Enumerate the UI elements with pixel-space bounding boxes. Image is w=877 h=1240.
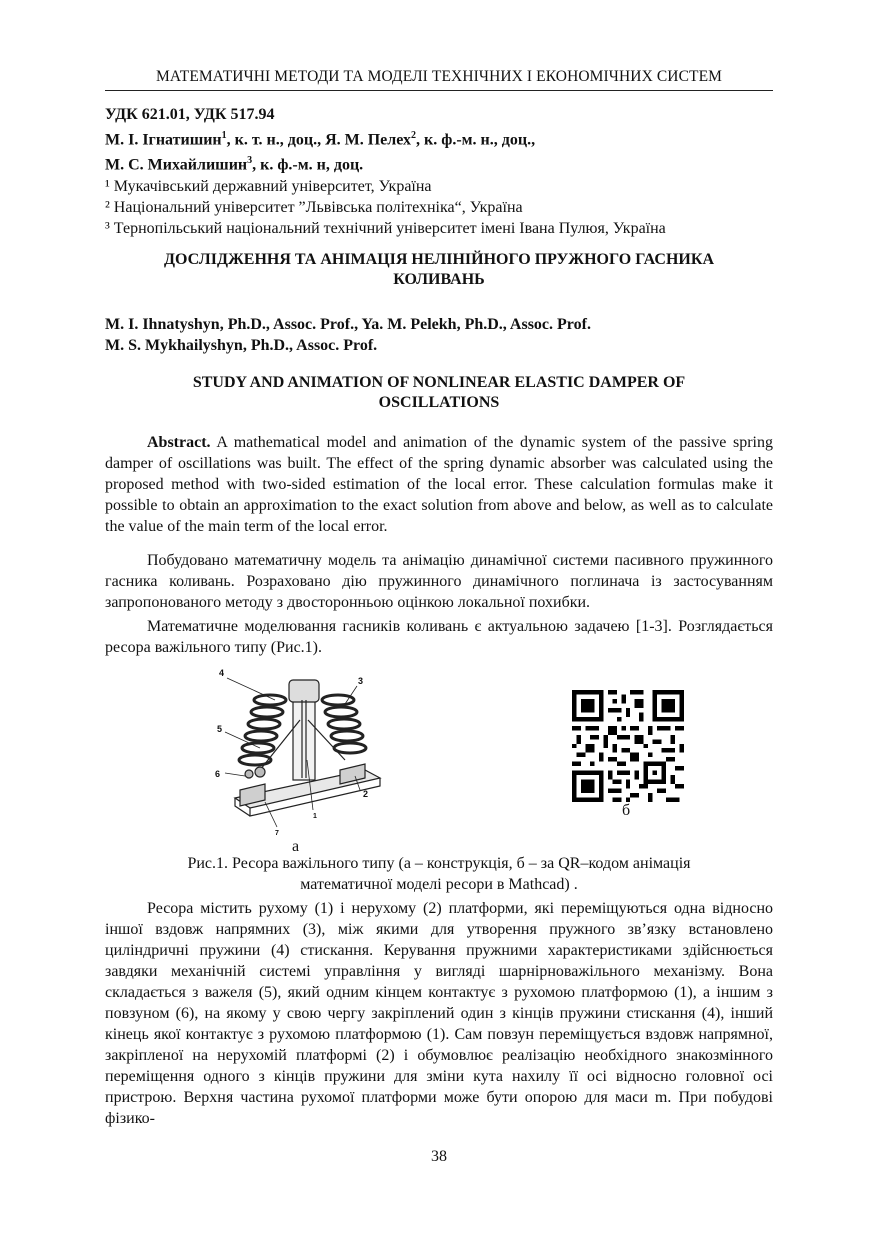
fig-number-4: 4 bbox=[219, 668, 225, 678]
figure-label-a: а bbox=[292, 838, 300, 855]
spring-mechanism-figure bbox=[205, 660, 395, 840]
paragraph-3: Ресора містить рухому (1) і нерухому (2) платформи, які переміщуються одна відносно іншої вздовж напрямних (3), між якими для утворення пружного зв’язку встановлено циліндричні пружини (4) стискання. Керування пружними характеристиками здійснюється завдяки механічній системі управління у вигляді шарнірноважільного механізму. Вона складається з важеля (5), який одним кінцем контактує з рухомою платформою (1), а іншим з повзуном (6), на якому у свою чергу закріплений один з кінців пружини стискання (4), інший кінець якої контактує з рухомою платформою (1). Сам повзун переміщується вздовж напрямної, закріпленої на нерухомій платформі (2) і обумовлює реалізацію необхідного знакозмінного переміщення одного з кінців пружини для зміни кута нахилу її осі відносно головної осі пристрою. Верхня частина рухомої платформи може бути опорою для маси m. При побудові фізико- bbox=[105, 900, 773, 1127]
udc: УДК 621.01, УДК 517.94 bbox=[105, 106, 275, 123]
affiliation-1: ¹ Мукачівський державний університет, Україна bbox=[105, 177, 432, 195]
paragraph-1: Побудовано математичну модель та анімацію динамічної системи пасивного пружинного гасника коливань. Розраховано дію пружинного динамічного поглинача із застосуванням запропонованого методу з двосторонньою оцінкою локальної похибки. bbox=[105, 552, 773, 611]
fig-number-2: 2 bbox=[363, 789, 369, 799]
fig-number-5: 5 bbox=[217, 724, 223, 734]
fig-number-3: 3 bbox=[358, 676, 364, 686]
affiliation-2: ² Національний університет ”Львівська політехніка“, Україна bbox=[105, 198, 523, 216]
title-en: STUDY AND ANIMATION OF NONLINEAR ELASTIC DAMPER OF OSCILLATIONS bbox=[192, 374, 686, 411]
fig-number-6: 6 bbox=[215, 769, 221, 779]
title-ua: ДОСЛІДЖЕННЯ ТА АНІМАЦІЯ НЕЛІНІЙНОГО ПРУЖНОГО ГАСНИКА КОЛИВАНЬ bbox=[163, 251, 715, 288]
fig-number-1: 1 bbox=[313, 813, 317, 820]
authors-ua-line-2: М. С. Михайлишин$^3$, к. ф.-м. н, доц. bbox=[105, 155, 364, 174]
figure-label-b: б bbox=[622, 802, 631, 819]
figure-caption: Рис.1. Ресора важільного типу (а – конструкція, б – за QR–кодом анімація математичної моделі ресори в Mathcad) . bbox=[187, 855, 691, 893]
fig-number-7: 7 bbox=[275, 830, 279, 837]
page-number: 38 bbox=[431, 1148, 447, 1165]
affiliation-3: ³ Тернопільський національний технічний університет імені Івана Пулюя, Україна bbox=[105, 219, 666, 237]
running-header: МАТЕМАТИЧНІ МЕТОДИ ТА МОДЕЛІ ТЕХНІЧНИХ І ЕКОНОМІЧНИХ СИСТЕМ bbox=[105, 68, 773, 91]
abstract: Abstract. A mathematical model and animation of the dynamic system of the passive spring damper of oscillations was built. The effect of the spring dynamic absorber was calculated using the proposed method with two-sided estimation of the local error. These calculation formulas make it possible to obtain an approximation to the exact solution from above and below, as well as to calculate the value of the main term of the local error. bbox=[105, 434, 773, 535]
paragraph-2: Математичне моделювання гасників коливань є актуальною задачею [1-3]. Розглядається ресора важільного типу (Рис.1). bbox=[105, 618, 773, 656]
authors-ua-line-1: М. І. Ігнатишин$^1$, к. т. н., доц., Я. М. Пелех$^2$, к. ф.-м. н., доц., bbox=[105, 130, 536, 149]
qr-code bbox=[572, 690, 684, 802]
article-meta bbox=[105, 104, 773, 239]
authors-en: M. I. Ihnatyshyn, Ph.D., Assoc. Prof., Ya. M. Pelekh, Ph.D., Assoc. Prof. M. S. Mykhailyshyn, Ph.D., Assoc. Prof. bbox=[105, 316, 591, 354]
